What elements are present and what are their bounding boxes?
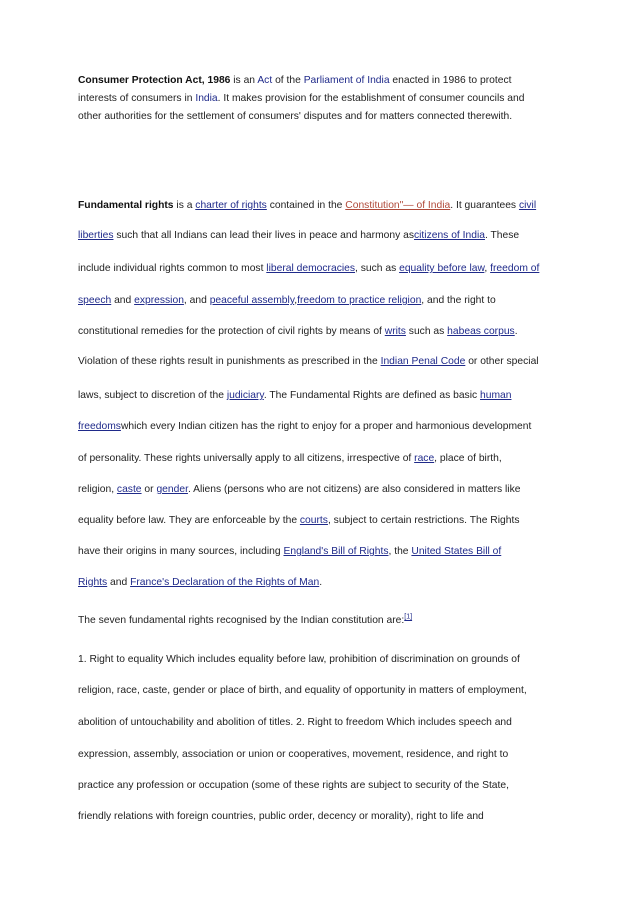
- link-speech[interactable]: speech: [78, 295, 112, 306]
- p4-line-1: 1. Right to equality Which includes equality before law, prohibition of discrimination on grounds of: [78, 654, 520, 665]
- text: , and the right to: [421, 295, 496, 306]
- p2-line-7: [78, 389, 511, 403]
- link-race[interactable]: race: [414, 453, 435, 464]
- link-equality-before-law[interactable]: equality before law: [399, 263, 485, 274]
- text: which every Indian citizen has the right to enjoy for a proper and harmonious development: [120, 421, 532, 432]
- p4-line-3: abolition of untouchability and abolition of titles. 2. Right to freedom Which includes speech and: [78, 717, 512, 728]
- p1-title-bold: Consumer Protection Act, 1986: [78, 75, 231, 86]
- link-freedoms[interactable]: freedoms: [78, 421, 121, 432]
- text: is a: [173, 200, 196, 211]
- p2-line-2: [78, 229, 519, 243]
- text: such as: [405, 326, 448, 337]
- text: or: [141, 484, 157, 495]
- p2-line-5: [78, 325, 518, 339]
- text: The seven fundamental rights recognised by the Indian constitution are:: [78, 615, 405, 626]
- text: is an: [230, 75, 258, 86]
- link-peaceful-assembly[interactable]: peaceful assembly: [209, 295, 295, 306]
- text: include individual rights common to most: [78, 263, 267, 274]
- text: of personality. These rights universally apply to all citizens, irrespective of: [78, 453, 415, 464]
- link-frances-declaration[interactable]: France's Declaration of the Rights of Man: [130, 577, 320, 588]
- p2-line-10: [78, 483, 520, 497]
- link-india[interactable]: India: [195, 93, 218, 104]
- link-freedom-of-speech[interactable]: freedom of: [490, 263, 540, 274]
- text: and: [107, 577, 131, 588]
- text: have their origins in many sources, including: [78, 546, 284, 557]
- text: equality before law. They are enforceable by the: [78, 515, 300, 526]
- text: or other special: [465, 356, 539, 367]
- text: Violation of these rights result in punishments as prescribed in the: [78, 356, 381, 367]
- reference-link-1[interactable]: [1]: [404, 613, 413, 621]
- link-united-states-bill-of-rights[interactable]: United States Bill of: [411, 546, 502, 557]
- p2-line-3: [78, 262, 539, 276]
- link-act[interactable]: Act: [257, 75, 273, 86]
- link-writs[interactable]: writs: [384, 326, 406, 337]
- p2-line-8: [78, 420, 531, 434]
- text: laws, subject to discretion of the: [78, 390, 227, 401]
- text: .: [514, 326, 518, 337]
- p2-line-11: [78, 514, 519, 528]
- p4-line-6: friendly relations with foreign countries, public order, decency or morality), right to life and: [78, 811, 484, 822]
- p3-line-1: [78, 614, 412, 628]
- text: , such as: [355, 263, 400, 274]
- link-liberties[interactable]: liberties: [78, 230, 114, 241]
- p2-title-bold: Fundamental rights: [78, 200, 174, 211]
- p4-line-2: religion, race, caste, gender or place of birth, and equality of opportunity in matters of employment,: [78, 685, 527, 696]
- text: ,: [484, 263, 491, 274]
- link-englands-bill-of-rights[interactable]: England's Bill of Rights: [283, 546, 389, 557]
- p1-line-3: other authorities for the settlement of consumers' disputes and for matters connected therewith.: [78, 111, 513, 122]
- text: . These: [484, 230, 520, 241]
- text: , the: [388, 546, 412, 557]
- link-liberal-democracies[interactable]: liberal democracies: [266, 263, 356, 274]
- link-rights[interactable]: Rights: [78, 577, 108, 588]
- text: enacted in 1986 to protect: [389, 75, 512, 86]
- text: such that all Indians can lead their lives in peace and harmony as: [113, 230, 414, 241]
- text: constitutional remedies for the protection of civil rights by means of: [78, 326, 385, 337]
- p2-line-1: [78, 199, 536, 213]
- text: . The Fundamental Rights are defined as basic: [263, 390, 480, 401]
- text: religion,: [78, 484, 117, 495]
- p1-line-1: [78, 74, 511, 88]
- link-parliament-of-india[interactable]: Parliament of India: [303, 75, 390, 86]
- text: . It makes provision for the establishment of consumer councils and: [217, 93, 525, 104]
- text: of the: [272, 75, 304, 86]
- p2-line-13: [78, 576, 322, 590]
- link-habeas-corpus[interactable]: habeas corpus: [447, 326, 515, 337]
- text: . Aliens (persons who are not citizens) are also considered in matters like: [187, 484, 521, 495]
- text: . It guarantees: [450, 200, 519, 211]
- text: , and: [183, 295, 210, 306]
- p2-line-6: [78, 355, 539, 369]
- link-human-freedoms[interactable]: human: [480, 390, 512, 401]
- p1-line-2: [78, 92, 524, 106]
- text: , place of birth,: [434, 453, 502, 464]
- text: and: [111, 295, 135, 306]
- p2-line-12: [78, 545, 501, 559]
- link-civil[interactable]: civil: [518, 200, 537, 211]
- p4-line-5: practice any profession or occupation (some of these rights are subject to security of the State,: [78, 780, 509, 791]
- link-courts[interactable]: courts: [299, 515, 328, 526]
- p4-line-4: expression, assembly, association or union or cooperatives, movement, residence, and right to: [78, 749, 509, 760]
- text: ,: [294, 295, 298, 306]
- link-constitution-of-india[interactable]: Constitution"— of India: [345, 200, 451, 211]
- link-citizens-of-india[interactable]: citizens of India: [414, 230, 485, 241]
- p2-line-9: [78, 452, 502, 466]
- link-indian-penal-code[interactable]: Indian Penal Code: [380, 356, 466, 367]
- link-freedom-to-practice-religion[interactable]: freedom to practice religion: [297, 295, 422, 306]
- link-caste[interactable]: caste: [116, 484, 142, 495]
- p2-line-4: [78, 294, 496, 308]
- link-gender[interactable]: gender: [156, 484, 188, 495]
- text: contained in the: [266, 200, 346, 211]
- link-judiciary[interactable]: judiciary: [226, 390, 264, 401]
- text: .: [319, 577, 323, 588]
- text: , subject to certain restrictions. The Rights: [327, 515, 520, 526]
- link-charter-of-rights[interactable]: charter of rights: [195, 200, 267, 211]
- link-expression[interactable]: expression: [134, 295, 184, 306]
- text: interests of consumers in: [78, 93, 196, 104]
